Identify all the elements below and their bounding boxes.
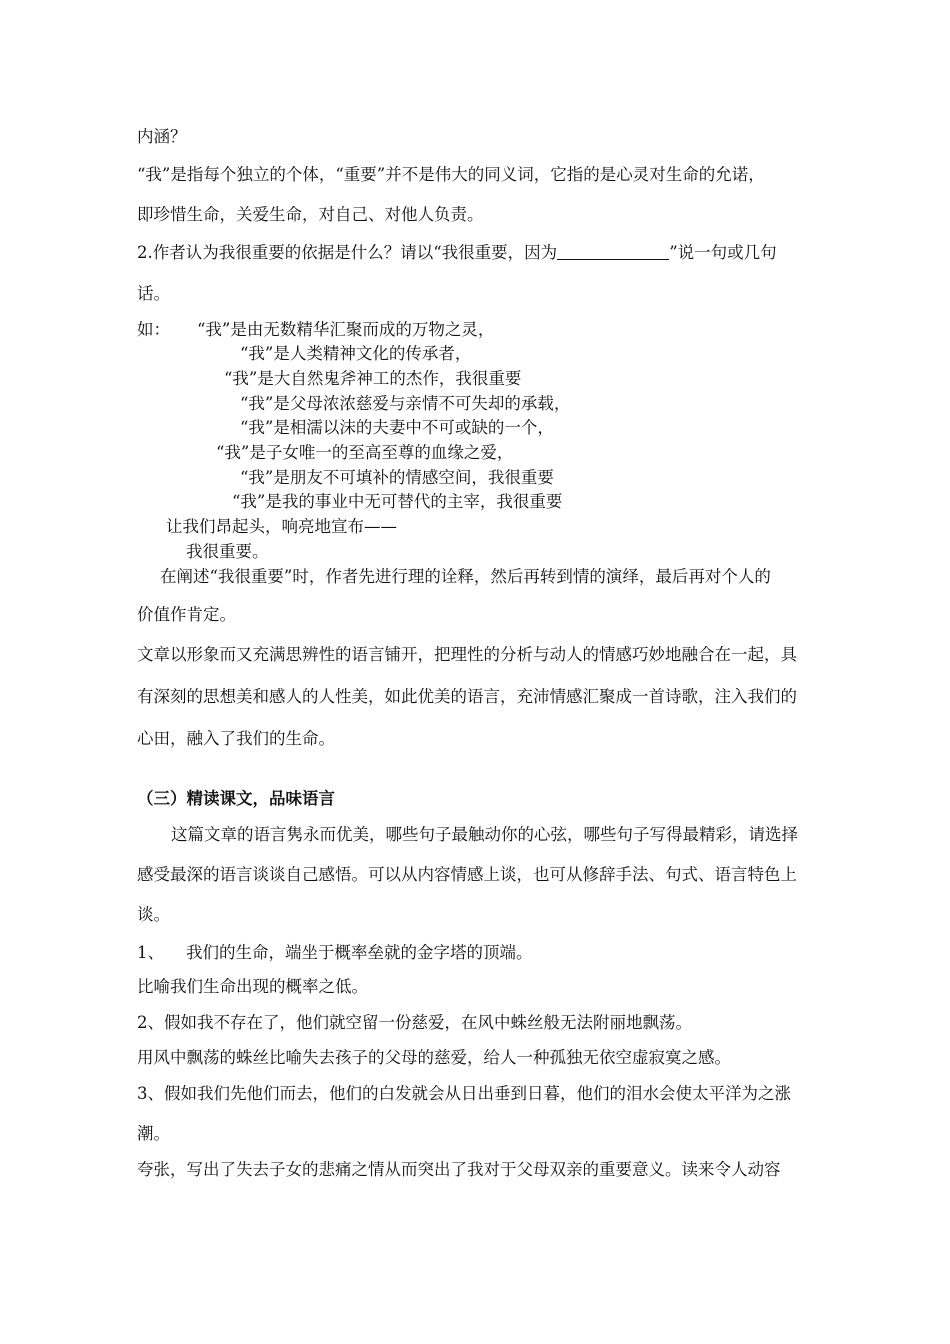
paragraph-line: “我”是指每个独立的个体，“重要”并不是伟大的同义词，它指的是心灵对生命的允诺， bbox=[137, 165, 765, 184]
example-line: 我很重要。 bbox=[186, 542, 269, 561]
example-line: “我”是我的事业中无可替代的主宰，我很重要 bbox=[232, 492, 563, 511]
item-answer: 用风中飘荡的蛛丝比喻失去孩子的父母的慈爱，给人一种孤独无依空虚寂寞之感。 bbox=[137, 1048, 731, 1067]
example-line: “我”是子女唯一的至高至尊的血缘之爱， bbox=[216, 443, 514, 462]
paragraph-line: 内涵？ bbox=[137, 127, 187, 146]
paragraph-line: 即珍惜生命，关爱生命，对自己、对他人负责。 bbox=[137, 205, 484, 224]
example-line: 让我们昂起头，响亮地宣布—— bbox=[166, 517, 397, 536]
item-text: 3、假如我们先他们而去，他们的白发就会从日出垂到日暮，他们的泪水会使太平洋为之涨 bbox=[137, 1084, 791, 1103]
paragraph-line: 这篇文章的语言隽永而优美，哪些句子最触动你的心弦，哪些句子写得最精彩，请选择 bbox=[171, 825, 798, 844]
paragraph-line: 谈。 bbox=[137, 905, 170, 924]
item-text: 2、假如我不存在了，他们就空留一份慈爱，在风中蛛丝般无法附丽地飘荡。 bbox=[137, 1013, 692, 1032]
item-number: 1、 bbox=[137, 943, 164, 962]
paragraph-line: 在阐述“我很重要”时，作者先进行理的诠释，然后再转到情的演绎，最后再对个人的 bbox=[160, 567, 771, 586]
example-line: “我”是人类精神文化的传承者， bbox=[240, 344, 472, 363]
item-text: 我们的生命，端坐于概率垒就的金字塔的顶端。 bbox=[186, 943, 533, 962]
paragraph-line: 心田，融入了我们的生命。 bbox=[137, 729, 335, 748]
question-2-line bbox=[137, 243, 777, 263]
example-line: “我”是朋友不可填补的情感空间，我很重要 bbox=[240, 468, 554, 487]
example-line: “我”是相濡以沫的夫妻中不可或缺的一个， bbox=[240, 418, 554, 437]
paragraph-line: 感受最深的语言谈谈自己感悟。可以从内容情感上谈，也可从修辞手法、句式、语言特色上 bbox=[137, 865, 797, 884]
item-answer: 夸张，写出了失去子女的悲痛之情从而突出了我对于父母双亲的重要意义。读来令人动容 bbox=[137, 1160, 781, 1179]
question-text: 2.作者认为我很重要的依据是什么？请以“我很重要，因为 bbox=[137, 243, 558, 262]
answer-blank bbox=[557, 245, 669, 260]
question-text: ”说一句或几句 bbox=[669, 243, 777, 262]
example-label: 如： bbox=[137, 320, 170, 339]
example-line: “我”是大自然鬼斧神工的杰作，我很重要 bbox=[224, 369, 522, 388]
paragraph-line: 有深刻的思想美和感人的人性美，如此优美的语言，充沛情感汇聚成一首诗歌，注入我们的 bbox=[137, 687, 797, 706]
paragraph-line: 价值作肯定。 bbox=[137, 605, 236, 624]
paragraph-line: 话。 bbox=[137, 284, 170, 303]
example-line: “我”是由无数精华汇聚而成的万物之灵， bbox=[197, 320, 495, 339]
example-line: “我”是父母浓浓慈爱与亲情不可失却的承载， bbox=[240, 394, 571, 413]
paragraph-line: 文章以形象而又充满思辨性的语言铺开，把理性的分析与动人的情感巧妙地融合在一起，具 bbox=[137, 645, 797, 664]
item-answer: 比喻我们生命出现的概率之低。 bbox=[137, 977, 368, 996]
item-text: 潮。 bbox=[137, 1124, 170, 1143]
section-heading: （三）精读课文，品味语言 bbox=[137, 789, 335, 808]
